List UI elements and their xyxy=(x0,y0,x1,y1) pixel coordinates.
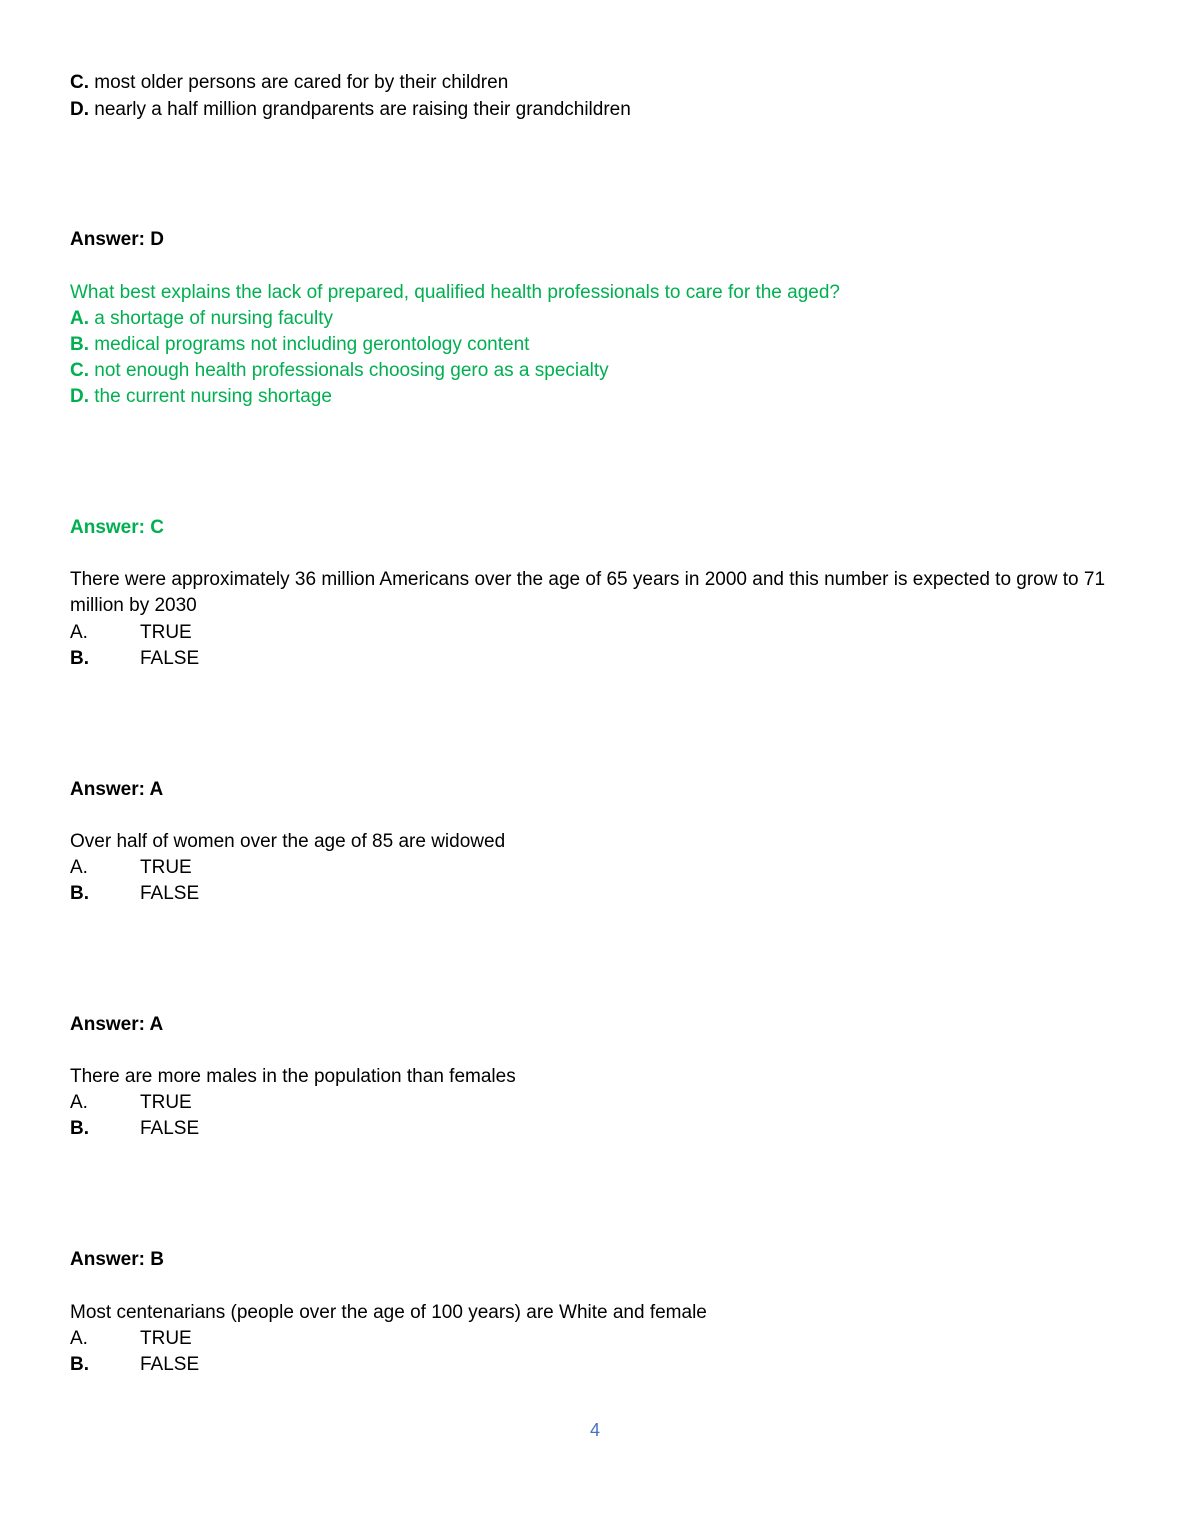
answer-widowed: Answer: A xyxy=(70,1014,164,1035)
answer-carryover: Answer: D xyxy=(70,229,164,250)
answer-americans-over-65: Answer: A xyxy=(70,779,164,800)
health-option-c xyxy=(70,358,609,384)
option-text: a shortage of nursing faculty xyxy=(94,308,333,329)
option-text: FALSE xyxy=(140,1118,200,1139)
option-letter: A. xyxy=(70,1328,88,1349)
carryover-option-d xyxy=(70,97,631,123)
centenarians-option-b xyxy=(70,1352,199,1378)
answer-health-professionals: Answer: C xyxy=(70,517,164,538)
option-letter: A. xyxy=(70,308,89,329)
question-males: There are more males in the population than females xyxy=(70,1066,516,1087)
option-text: TRUE xyxy=(140,622,192,643)
option-letter: B. xyxy=(70,648,89,669)
americans-option-b xyxy=(70,646,199,672)
option-text: FALSE xyxy=(140,1354,200,1375)
males-option-b xyxy=(70,1116,199,1142)
question-centenarians: Most centenarians (people over the age of 100 years) are White and female xyxy=(70,1302,707,1323)
health-option-b xyxy=(70,332,529,358)
option-text: TRUE xyxy=(140,1328,192,1349)
option-letter: A. xyxy=(70,622,88,643)
option-text: TRUE xyxy=(140,857,192,878)
question-health-professionals: What best explains the lack of prepared, qualified health professionals to care for the aged? xyxy=(70,282,840,303)
option-letter: A. xyxy=(70,1092,88,1113)
option-letter: D. xyxy=(70,99,89,120)
option-text: not enough health professionals choosing gero as a specialty xyxy=(94,360,609,381)
option-letter: B. xyxy=(70,883,89,904)
health-option-d xyxy=(70,384,332,410)
option-letter: D. xyxy=(70,386,89,407)
option-letter: C. xyxy=(70,72,89,93)
option-letter: B. xyxy=(70,1118,89,1139)
option-text: medical programs not including gerontology content xyxy=(94,334,530,355)
page-number: 4 xyxy=(589,1420,600,1440)
option-text: FALSE xyxy=(140,648,200,669)
question-americans-over-65: There were approximately 36 million Americans over the age of 65 years in 2000 and this number is expected to grow to 71 million by 2030 xyxy=(70,569,1106,616)
widowed-option-a xyxy=(70,855,192,881)
question-widowed: Over half of women over the age of 85 are widowed xyxy=(70,831,506,852)
option-letter: B. xyxy=(70,334,89,355)
answer-males: Answer: B xyxy=(70,1249,164,1270)
option-text: TRUE xyxy=(140,1092,192,1113)
centenarians-option-a xyxy=(70,1326,192,1352)
health-option-a xyxy=(70,306,333,332)
option-letter: C. xyxy=(70,360,89,381)
males-option-a xyxy=(70,1090,192,1116)
option-text: nearly a half million grandparents are raising their grandchildren xyxy=(94,99,631,120)
option-text: FALSE xyxy=(140,883,200,904)
widowed-option-b xyxy=(70,881,199,907)
option-letter: B. xyxy=(70,1354,89,1375)
carryover-option-c xyxy=(70,70,508,96)
option-text: most older persons are cared for by their children xyxy=(94,72,509,93)
option-letter: A. xyxy=(70,857,88,878)
americans-option-a xyxy=(70,620,192,646)
option-text: the current nursing shortage xyxy=(94,386,332,407)
